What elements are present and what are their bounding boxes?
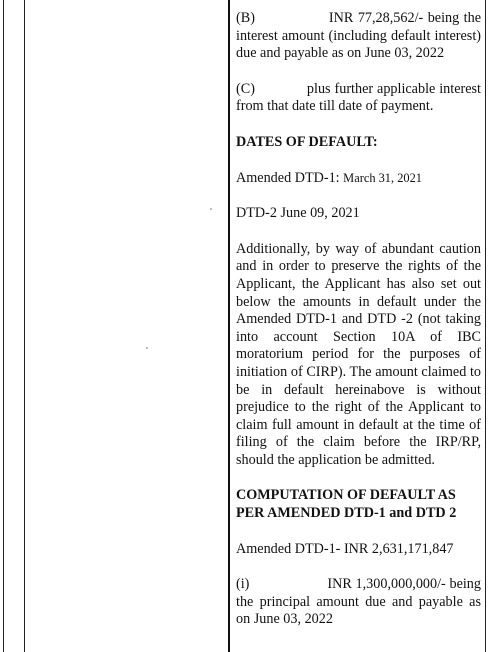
content-column — [236, 0, 481, 629]
amended-dtd1 — [236, 170, 481, 188]
dtd2: DTD-2 June 09, 2021 — [236, 205, 360, 222]
amended-dtd1-label: Amended DTD-1: — [236, 169, 340, 186]
paragraph-b-text: interest amount (including default interest) due and payable as on June 03, 2022 — [236, 27, 481, 62]
paragraph-i — [236, 576, 481, 629]
paragraph-c-text: from that date till date of payment. — [236, 98, 434, 115]
dates-of-default-heading: DATES OF DEFAULT: — [236, 133, 378, 150]
table-column-divider-2 — [228, 0, 230, 652]
table-border-left — [3, 0, 4, 652]
scan-speck — [210, 208, 212, 210]
paragraph-c-label: (C) — [236, 80, 255, 97]
scan-speck — [146, 347, 148, 349]
paragraph-i-first-line: INR 1,300,000,000/- being — [327, 576, 481, 593]
paragraph-i-text: the principal amount due and payable as on June 03, 2022 — [236, 593, 481, 628]
paragraph-c-first-line: plus further applicable interest — [306, 80, 481, 97]
table-column-divider-1 — [24, 0, 25, 652]
amended-dtd1-total: Amended DTD-1- INR 2,631,171,847 — [236, 540, 454, 557]
computation-heading: COMPUTATION OF DEFAULT AS PER AMENDED DTD-1 and DTD 2 — [236, 487, 457, 522]
amended-dtd1-date: March 31, 2021 — [343, 170, 422, 185]
paragraph-b — [236, 10, 481, 63]
paragraph-c — [236, 81, 481, 116]
paragraph-b-label: (B) — [236, 10, 255, 26]
additional-paragraph: Additionally, by way of abundant caution and in order to preserve the rights of the Applicant, the Applicant has also set out below the amounts in default under the Amended DTD-1 and DTD -2 (not taking into account Section 10A of IBC moratorium period for the purposes of initiation of CIRP). The amount claimed to be in default hereinabove is without prejudice to the right of the Applicant to claim full amount in default at the time of filing of the claim before the IRP/RP, should the application be admitted. — [236, 240, 481, 468]
paragraph-b-first-line: INR 77,28,562/- being the — [328, 10, 481, 26]
table-border-right — [485, 0, 486, 652]
paragraph-i-label: (i) — [236, 576, 250, 593]
